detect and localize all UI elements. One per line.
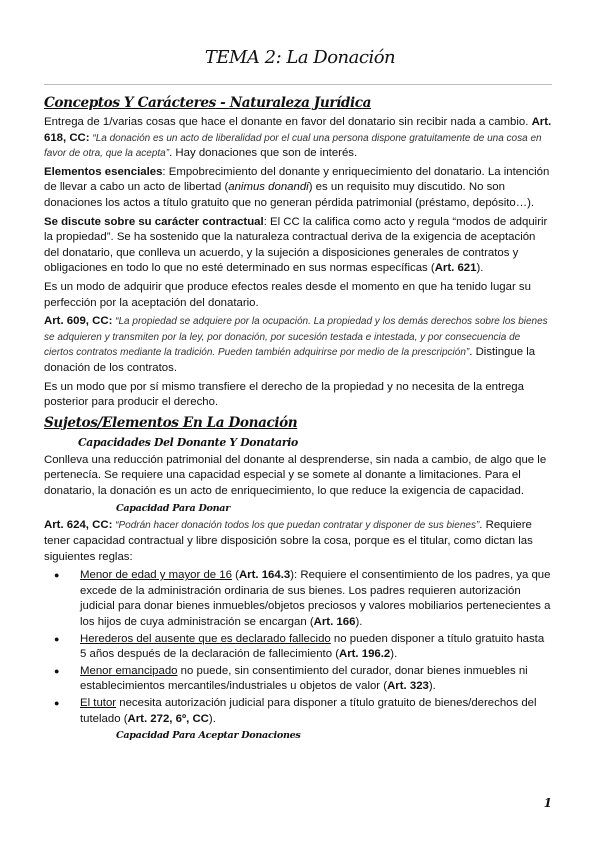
paragraph-contractual: Se discute sobre su carácter contractual: El CC la califica como acto y regula “modos de adquirir la propiedad”. Se ha sostenido que la naturaleza contractual deriva de la exigencia de aceptación del donatario, que conlleva un acuerdo, y la sujeción a disposiciones generales de contratos y obligaciones en todo lo que no esté determinado en sus normas específicas (Art. 621). [44, 215, 548, 275]
paragraph-transfiere: Es un modo que por sí mismo transfiere el derecho de la propiedad y no necesita de la entrega posterior para producir el derecho. [44, 380, 524, 409]
paragraph-art-624: Art. 624, CC: “Podrán hacer donación todos los que puedan contratar y disponer de sus bienes”. Requiere tener capacidad contractual y libre disposición sobre la cosa, porque es el titular, como dictan las siguientes reglas: [44, 519, 533, 563]
subheading-capacidad-donar: Capacidad Para Donar [116, 503, 230, 515]
paragraph-elementos: Elementos esenciales: Empobrecimiento del donante y enriquecimiento del donatario. La intención de llevar a cabo un acto de libertad (animus donandi) es un requisito muy discutido. No son donaciones los actos a título gratuito que no generan pérdida patrimonial (préstamo, depósito…). [44, 165, 550, 209]
document-body [44, 94, 552, 745]
page-title: TEMA 2: La Donación [204, 47, 396, 68]
list-item: ● Menor emancipado no puede, sin consentimiento del curador, donar bienes inmuebles ni establecimientos mercantiles/industriales u objetos de valor (Art. 323). [54, 664, 552, 695]
subheading-capacidades: Capacidades Del Donante Y Donatario [78, 435, 298, 449]
paragraph-modo-adquirir: Es un modo de adquirir que produce efectos reales desde el momento en que ha tenido lugar su perfección por la aceptación del donatario. [44, 280, 531, 309]
list-item: ● Menor de edad y mayor de 16 (Art. 164.3): Requiere el consentimiento de los padres, ya que excede de la administración ordinaria de sus bienes. Los padres requieren autorización judicial para donar bienes inmuebles/objetos preciosos y valores mobiliarios pertenecientes a los hijos de cuya administración se encargan (Art. 166). [54, 568, 552, 630]
section-heading-sujetos: Sujetos/Elementos En La Donación [44, 414, 298, 431]
title-divider [44, 84, 552, 85]
paragraph-definition: Entrega de 1/varias cosas que hace el donante en favor del donatario sin recibir nada a cambio. Art. 618, CC: “La donación es un acto de liberalidad por el cual una persona dispone gratuitamente de una cosa en favor de otra, que la acepta”. Hay donaciones que son de interés. [44, 116, 552, 160]
subheading-capacidad-aceptar: Capacidad Para Aceptar Donaciones [116, 730, 301, 742]
rules-list [44, 568, 552, 727]
paragraph-reduccion: Conlleva una reducción patrimonial del donante al desprenderse, sin nada a cambio, de algo que le pertenecía. Se requiere una capacidad especial y se somete al donante a limitaciones. Para el donatario, la donación es un acto de enriquecimiento, lo que reduce la exigencia de capacidad. [44, 453, 547, 497]
page-number: 1 [543, 796, 552, 810]
section-heading-conceptos: Conceptos Y Carácteres - Naturaleza Jurídica [44, 95, 372, 111]
list-item: ● Herederos del ausente que es declarado fallecido no pueden disponer a título gratuito hasta 5 años después de la declaración de fallecimiento (Art. 196.2). [54, 632, 552, 663]
paragraph-art-609: Art. 609, CC: “La propiedad se adquiere por la ocupación. La propiedad y los demás derechos sobre los bienes se adquieren y transmiten por la ley, por donación, por sucesión testada e intestada, y por consecuencia de ciertos contratos mediante la tradición. Pueden también adquirirse por medio de la prescripción”. Distingue la donación de los contratos. [44, 315, 548, 374]
list-item: ● El tutor necesita autorización judicial para disponer a título gratuito de bienes/derechos del tutelado (Art. 272, 6º, CC). [54, 696, 552, 727]
